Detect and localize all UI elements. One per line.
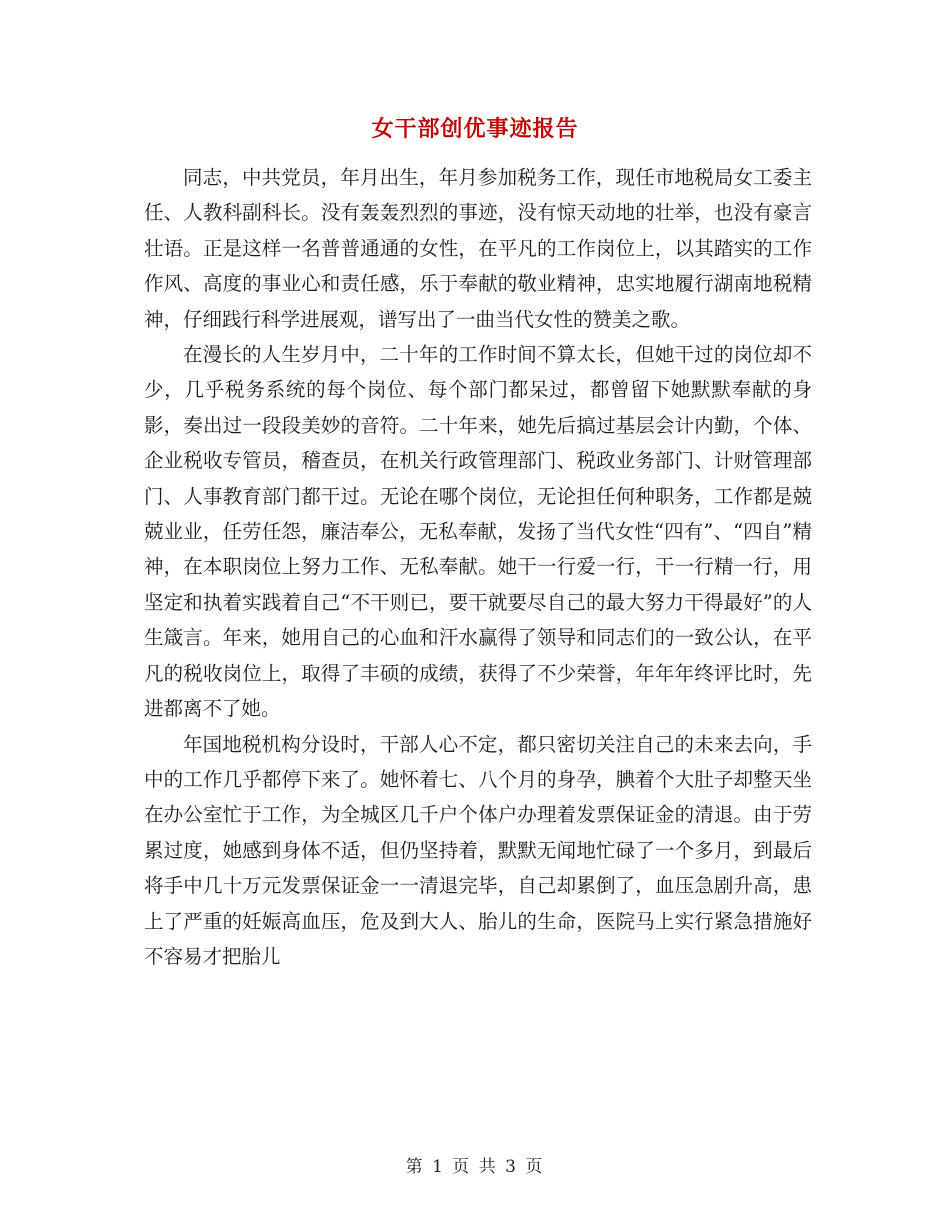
page-footer: 第 1 页 共 3 页 bbox=[405, 1157, 545, 1177]
paragraph-3: 年国地税机构分设时，干部人心不定，都只密切关注自己的未来去向，手中的工作几乎都停下来了。她怀着七、八个月的身孕，腆着个大肚子却整天坐在办公室忙于工作，为全城区几千户个体户办理着发票保证金的清退。由于劳累过度，她感到身体不适，但仍坚持着，默默无闻地忙碌了一个多月，到最后将手中几十万元发票保证金一一清退完毕，自己却累倒了，血压急剧升高，患上了严重的妊娠高血压，危及到大人、胎儿的生命，医院马上实行紧急措施好不容易才把胎儿 bbox=[144, 732, 812, 968]
paragraph-2: 在漫长的人生岁月中，二十年的工作时间不算太长，但她干过的岗位却不少，几乎税务系统的每个岗位、每个部门都呆过，都曾留下她默默奉献的身影，奏出过一段段美妙的音符。二十年来，她先后搞过基层会计内勤，个体、企业税收专管员，稽查员，在机关行政管理部门、税政业务部门、计财管理部门、人事教育部门都干过。无论在哪个岗位，无论担任何种职务，工作都是兢兢业业，任劳任怨，廉洁奉公，无私奉献，发扬了当代女性“四有”、“四自”精神，在本职岗位上努力工作、无私奉献。她干一行爱一行，干一行精一行，用坚定和执着实践着自己“不干则已，要干就要尽自己的最大努力干得最好”的人生箴言。年来，她用自己的心血和汗水赢得了领导和同志们的一致公认，在平凡的税收岗位上，取得了丰硕的成绩，获得了不少荣誉，年年年终评比时，先进都离不了她。 bbox=[144, 343, 812, 721]
paragraph-1: 同志，中共党员，年月出生，年月参加税务工作，现任市地税局女工委主任、人教科副科长。没有轰轰烈烈的事迹，没有惊天动地的壮举，也没有豪言壮语。正是这样一名普普通通的女性，在平凡的工作岗位上，以其踏实的工作作风、高度的事业心和责任感，乐于奉献的敬业精神，忠实地履行湖南地税精神，仔细践行科学进展观，谱写出了一曲当代女性的赞美之歌。 bbox=[144, 166, 812, 331]
document-title: 女干部创优事迹报告 bbox=[371, 116, 579, 142]
document-body bbox=[144, 160, 812, 974]
